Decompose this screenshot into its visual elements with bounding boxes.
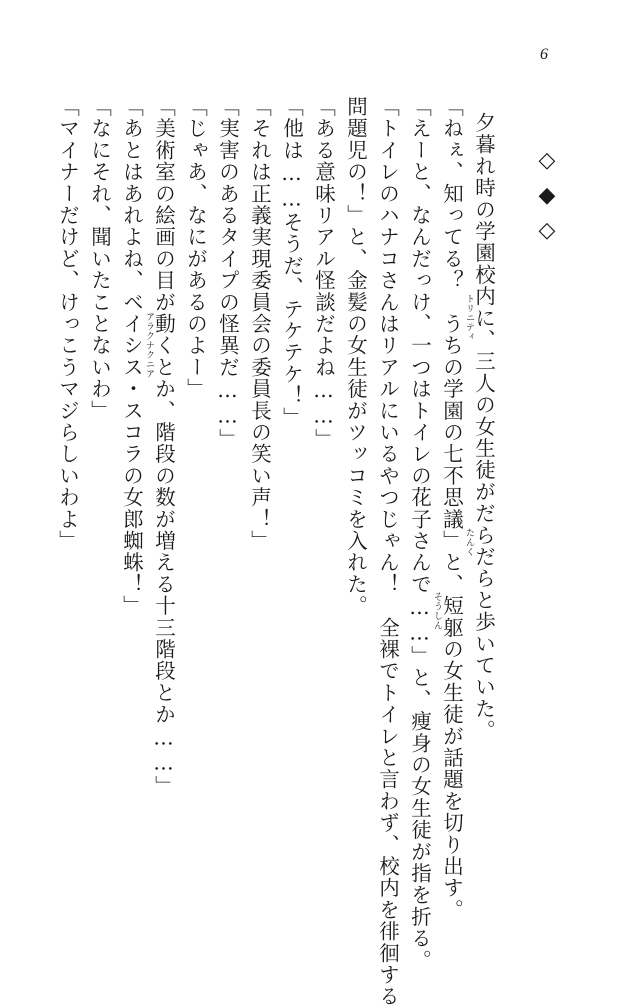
- text-line: 夕暮れ時の学園校内に、三人の女生徒がだらだらと歩いていた。: [471, 112, 496, 742]
- text-line: 「マイナーだけど、けっこうマジらしいわよ」: [55, 96, 80, 552]
- text-line: 「他は……そうだ、テケテケ！」: [279, 96, 304, 429]
- text-line: 「あとはあれよね、ベイシス・スコラの女郎蜘蛛！」: [119, 96, 144, 617]
- filled-diamond-icon: ◆: [538, 183, 556, 208]
- text-line: 「美術室の絵画の目が動くとか、階段の数が増える十三階段とか……」: [151, 96, 176, 798]
- ruby-text: そうしん: [432, 592, 442, 630]
- ruby-text: トリニティ: [464, 294, 474, 342]
- text-line: 「それは正義実現委員会の委員長の笑い声！」: [247, 96, 272, 552]
- ruby-text: たんく: [464, 528, 474, 557]
- text-line: 「えーと、なんだっけ、一つはトイレの花子さんで……」と、痩身の女生徒が指を折る。: [407, 96, 432, 971]
- hollow-diamond-icon: ◇: [538, 148, 556, 173]
- text-line: 「じゃあ、なにがあるのよー」: [183, 96, 208, 400]
- text-line: 「なにそれ、聞いたことないわ」: [87, 96, 112, 422]
- text-line: 「ねぇ、知ってる？ うちの学園の七不思議」と、短躯の女生徒が話題を切り出す。: [439, 96, 464, 921]
- hollow-diamond-icon: ◇: [538, 218, 556, 243]
- text-line: 問題児の！」と、金髪の女生徒がツッコミを入れた。: [343, 96, 368, 617]
- text-line: 「実害のあるタイプの怪異だ……」: [215, 96, 240, 451]
- text-line: 「トイレのハナコさんはリアルにいるやつじゃん！ 全裸でトイレと言わず、校内を徘徊する: [375, 96, 400, 1007]
- ruby-text: アラクナクニア: [144, 312, 154, 379]
- text-line: 「ある意味リアル怪談だよね……」: [311, 96, 336, 451]
- page-number: 6: [540, 46, 548, 63]
